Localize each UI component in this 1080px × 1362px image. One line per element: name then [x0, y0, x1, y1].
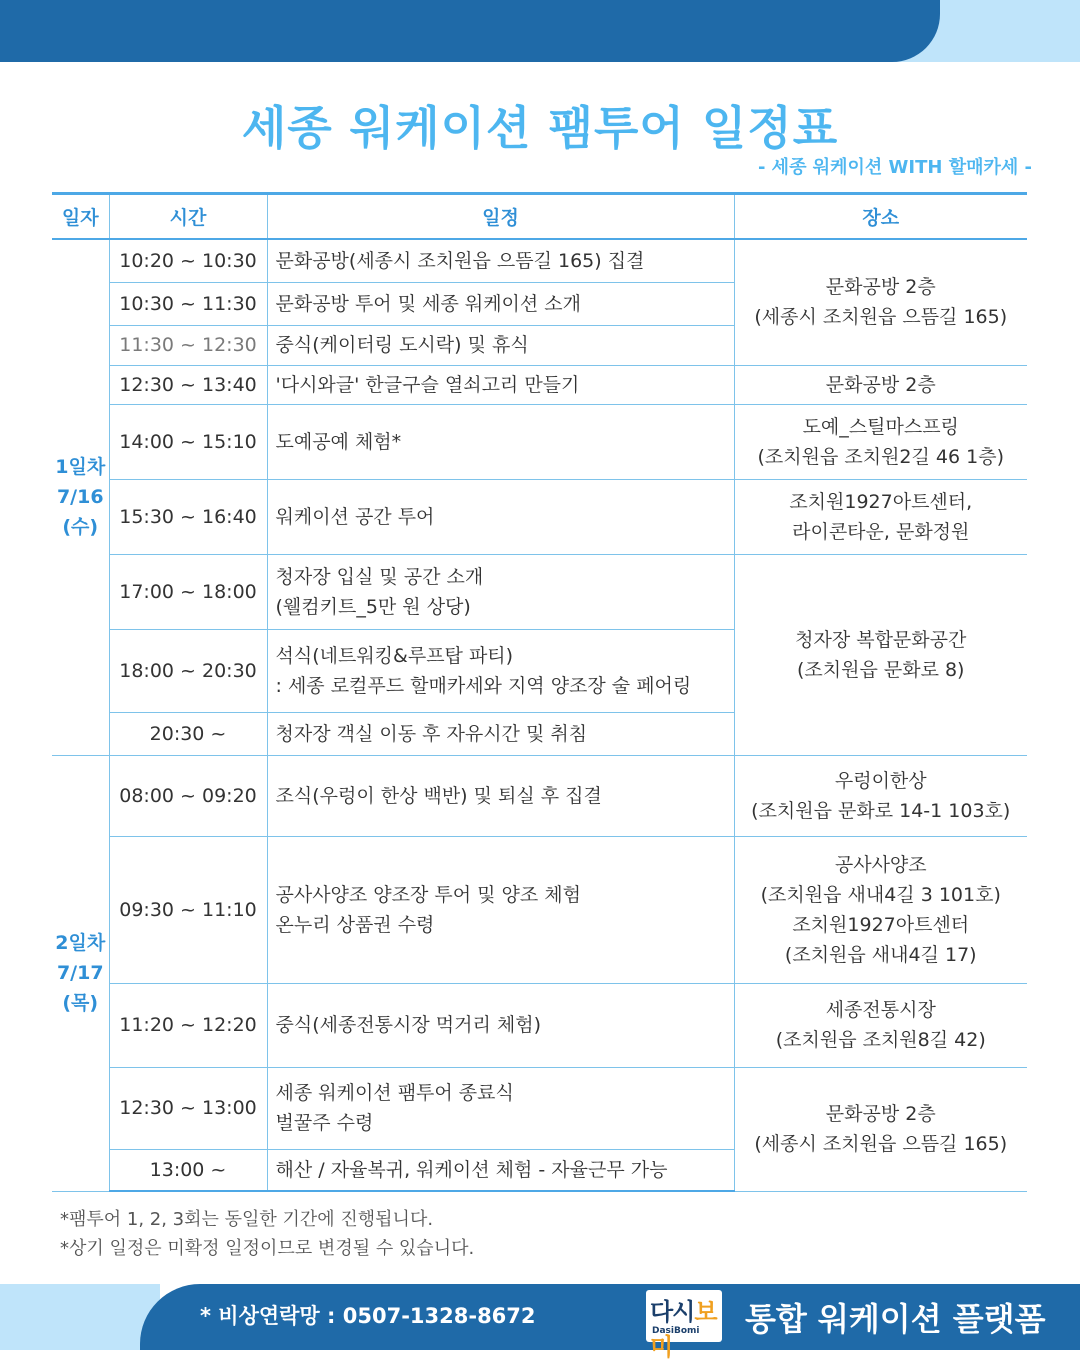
table-row	[52, 404, 1027, 479]
time-cell: 10:20 ~ 10:30	[109, 239, 267, 282]
time-cell: 13:00 ~	[109, 1149, 267, 1191]
page-title: 세종 워케이션 팸투어 일정표	[241, 101, 839, 155]
activity-cell: 도예공예 체험*	[267, 404, 734, 479]
activity-line: 세종 워케이션 팸투어 종료식	[275, 1082, 514, 1104]
place-cell	[734, 239, 1027, 365]
time-cell: 09:30 ~ 11:10	[109, 836, 267, 983]
activity-cell: 문화공방(세종시 조치원읍 으뜸길 165) 집결	[267, 239, 734, 282]
place-line: (세종시 조치원읍 으뜸길 165)	[754, 1133, 1008, 1155]
place-cell	[734, 755, 1027, 836]
activity-line: 석식(네트워킹&루프탑 파티)	[275, 644, 514, 667]
logo-subtext: DasiBomi	[652, 1326, 700, 1336]
header-day: 일자	[52, 194, 109, 240]
place-line: 라이콘타운, 문화정원	[792, 520, 970, 543]
place-line: 도예_스틸마스프링	[802, 415, 959, 438]
time-cell: 08:00 ~ 09:20	[109, 755, 267, 836]
footer-background	[0, 1284, 160, 1350]
activity-cell	[267, 1067, 734, 1149]
logo-text-a: 다시	[650, 1298, 695, 1326]
place-cell	[734, 554, 1027, 755]
table-row	[52, 365, 1027, 404]
table-row	[52, 554, 1027, 629]
time-cell: 17:00 ~ 18:00	[109, 554, 267, 629]
place-line: 세종전통시장	[825, 999, 936, 1021]
activity-cell: 워케이션 공간 투어	[267, 479, 734, 554]
place-cell: 문화공방 2층	[734, 365, 1027, 404]
day-date: 7/16	[56, 486, 104, 509]
place-line: (조치원읍 문화로 8)	[797, 658, 965, 681]
table-row	[52, 836, 1027, 983]
place-cell	[734, 1067, 1027, 1191]
activity-line: : 세종 로컬푸드 할매카세와 지역 양조장 술 페어링	[275, 674, 692, 697]
header-time: 시간	[109, 194, 267, 240]
activity-line: 온누리 상품권 수령	[275, 913, 435, 936]
activity-cell: 중식(세종전통시장 먹거리 체험)	[267, 983, 734, 1067]
dasibomi-logo	[646, 1290, 722, 1361]
platform-name: 통합 워케이션 플랫폼	[745, 1300, 1046, 1338]
place-cell	[734, 983, 1027, 1067]
day-label: 1일차	[55, 456, 106, 479]
time-cell: 10:30 ~ 11:30	[109, 282, 267, 325]
time-cell: 11:20 ~ 12:20	[109, 983, 267, 1067]
activity-cell	[267, 554, 734, 629]
header-place: 장소	[734, 194, 1027, 240]
time-cell: 12:30 ~ 13:00	[109, 1067, 267, 1149]
time-cell: 18:00 ~ 20:30	[109, 629, 267, 712]
activity-line: (웰컴키트_5만 원 상당)	[275, 595, 471, 618]
time-cell: 15:30 ~ 16:40	[109, 479, 267, 554]
day-weekday: (수)	[62, 516, 99, 539]
place-cell	[734, 404, 1027, 479]
day-cell-2	[52, 755, 109, 1191]
footnote: *팸투어 1, 2, 3회는 동일한 기간에 진행됩니다.	[60, 1209, 434, 1230]
activity-cell: 중식(케이터링 도시락) 및 휴식	[267, 325, 734, 365]
place-line: 공사사양조	[834, 853, 927, 876]
activity-cell: 청자장 객실 이동 후 자유시간 및 취침	[267, 712, 734, 755]
footnote: *상기 일정은 미확정 일정이므로 변경될 수 있습니다.	[60, 1238, 475, 1259]
activity-cell: '다시와글' 한글구슬 열쇠고리 만들기	[267, 365, 734, 404]
place-line: 우렁이한상	[834, 769, 927, 792]
emergency-contact: * 비상연락망 : 0507-1328-8672	[200, 1304, 536, 1328]
place-line: (조치원읍 새내4길 17)	[784, 943, 977, 966]
top-banner	[0, 0, 940, 62]
activity-cell	[267, 836, 734, 983]
table-row	[52, 1067, 1027, 1149]
header-schedule: 일정	[267, 194, 734, 240]
day-date: 7/17	[56, 962, 104, 984]
place-cell	[734, 479, 1027, 554]
time-cell: 11:30 ~ 12:30	[109, 325, 267, 365]
place-line: (조치원읍 조치원8길 42)	[775, 1029, 986, 1051]
place-line: (조치원읍 문화로 14-1 103호)	[751, 799, 1011, 822]
table-row	[52, 983, 1027, 1067]
table-row	[52, 239, 1027, 282]
table-row	[52, 755, 1027, 836]
footnotes	[60, 1205, 474, 1263]
logo-text-b: 보미	[650, 1298, 717, 1361]
activity-cell: 문화공방 투어 및 세종 워케이션 소개	[267, 282, 734, 325]
activity-line: 공사사양조 양조장 투어 및 양조 체험	[275, 883, 582, 906]
day-cell-1	[52, 239, 109, 755]
place-cell	[734, 836, 1027, 983]
place-line: (조치원읍 조치원2길 46 1층)	[757, 445, 1004, 468]
activity-line: 벌꿀주 수령	[275, 1112, 374, 1134]
place-line: 청자장 복합문화공간	[795, 628, 967, 651]
table-row	[52, 479, 1027, 554]
table-header-row	[52, 194, 1027, 240]
activity-line: 청자장 입실 및 공간 소개	[275, 565, 484, 588]
schedule-table	[52, 192, 1027, 1192]
place-line: 문화공방 2층	[825, 1103, 936, 1125]
place-line: 문화공방 2층	[825, 276, 936, 299]
time-cell: 20:30 ~	[109, 712, 267, 755]
day-label: 2일차	[55, 932, 106, 954]
place-line: (세종시 조치원읍 으뜸길 165)	[754, 306, 1008, 329]
activity-cell	[267, 629, 734, 712]
activity-cell: 해산 / 자율복귀, 워케이션 체험 - 자율근무 가능	[267, 1149, 734, 1191]
day-weekday: (목)	[62, 992, 99, 1014]
time-cell: 14:00 ~ 15:10	[109, 404, 267, 479]
place-line: 조치원1927아트센터,	[789, 490, 973, 513]
time-cell: 12:30 ~ 13:40	[109, 365, 267, 404]
place-line: 조치원1927아트센터	[792, 913, 970, 936]
activity-cell: 조식(우렁이 한상 백반) 및 퇴실 후 집결	[267, 755, 734, 836]
page-subtitle: - 세종 워케이션 WITH 할매카세 -	[757, 157, 1032, 178]
place-line: (조치원읍 새내4길 3 101호)	[760, 883, 1001, 906]
